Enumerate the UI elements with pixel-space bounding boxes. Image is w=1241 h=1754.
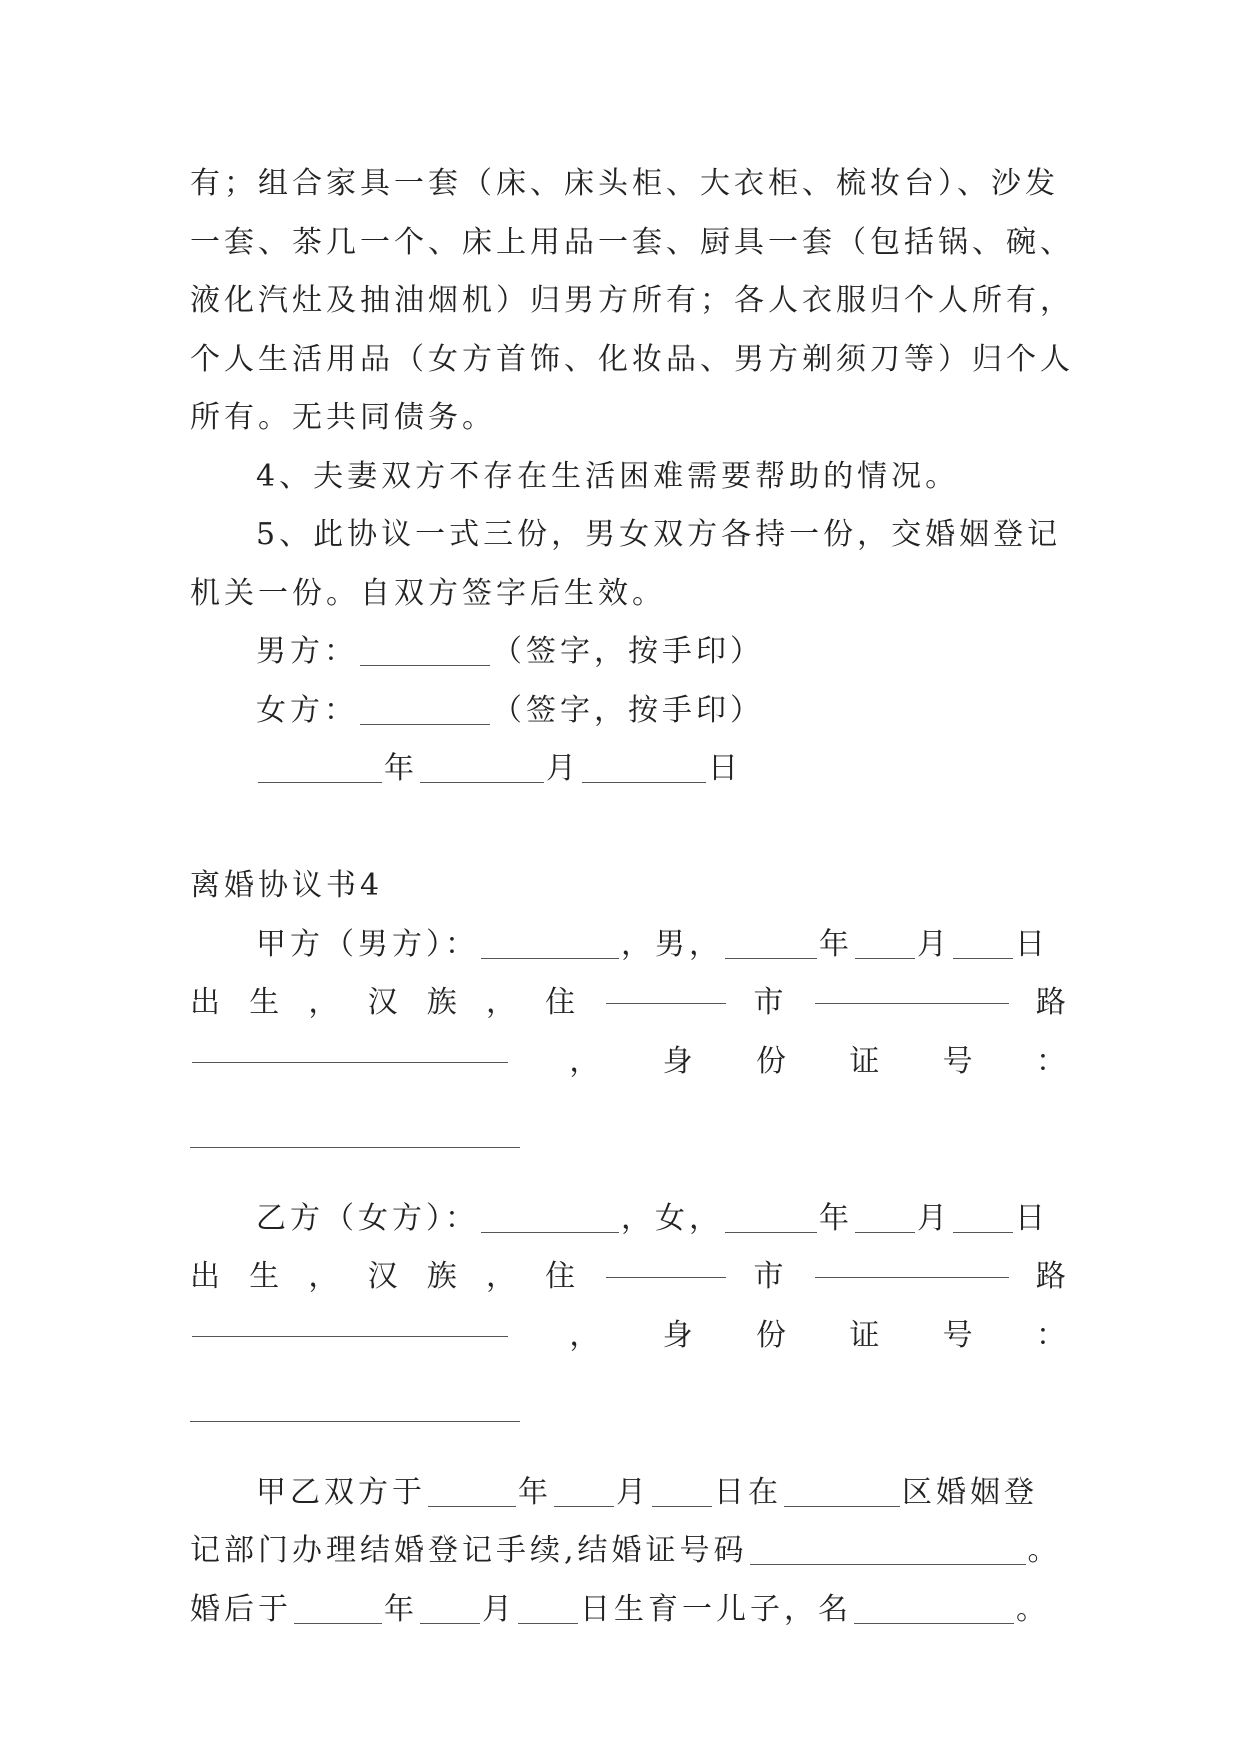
female-signature-line	[190, 682, 1070, 741]
female-signature-blank	[360, 723, 490, 725]
text-line: 所有。无共同债务。	[190, 400, 496, 435]
month-label: 月	[546, 751, 580, 786]
day-label: 日	[708, 751, 742, 786]
char: ，	[485, 1259, 520, 1294]
text-line: 有；组合家具一套（床、床头柜、大衣柜、梳妆台）、沙发	[190, 166, 1059, 201]
month-label: 月	[482, 1591, 516, 1627]
month-blank	[855, 957, 915, 959]
day-label: 日	[1015, 926, 1049, 962]
sign-note: （签字，按手印）	[492, 692, 764, 728]
id-number-blank	[190, 1420, 520, 1422]
month-label: 月	[917, 1200, 951, 1236]
year-blank	[725, 1231, 817, 1233]
month-blank	[420, 1622, 480, 1624]
char: 汉	[367, 985, 402, 1020]
party-b-label: 乙方（女方）：	[256, 1200, 479, 1236]
party-a-address-line	[190, 974, 1070, 1033]
year-blank	[725, 957, 817, 959]
date-line	[190, 740, 1070, 799]
char: ，	[308, 1259, 343, 1294]
year-blank	[294, 1622, 382, 1624]
text: 区婚姻登	[902, 1474, 1038, 1510]
char: 号	[942, 1317, 977, 1353]
party-b-line	[190, 1190, 1070, 1249]
day-blank	[953, 1231, 1013, 1233]
char: ，	[569, 1043, 604, 1079]
char: 族	[426, 1259, 461, 1294]
day-label: 日	[1015, 1200, 1049, 1236]
char: ，	[485, 985, 520, 1020]
text: 婚后于	[190, 1591, 292, 1627]
char: 身	[662, 1043, 697, 1079]
clause-4: 4、夫妻双方不存在生活困难需要帮助的情况。	[256, 458, 960, 494]
year-label: 年	[518, 1474, 552, 1510]
party-b-id-blank-line	[190, 1365, 1070, 1424]
year-label: 年	[819, 926, 853, 962]
road-label: 路	[1035, 1259, 1070, 1294]
text: 甲乙双方于	[256, 1474, 426, 1510]
char: ：	[1035, 1317, 1070, 1353]
year-blank	[428, 1505, 516, 1507]
day-blank	[582, 781, 706, 783]
section-title: 离婚协议书4	[190, 868, 384, 903]
char: 身	[662, 1317, 697, 1353]
road-blank	[815, 1276, 1009, 1278]
name-blank	[481, 957, 619, 959]
certificate-number-blank	[750, 1563, 1026, 1565]
marriage-line-2	[190, 1522, 1070, 1581]
clause-5: 5、此协议一式三份，男女双方各持一份，交婚姻登记	[256, 517, 1062, 552]
char: ，	[569, 1317, 604, 1353]
day-blank	[652, 1505, 712, 1507]
char: 号	[942, 1043, 977, 1079]
text: 日在	[714, 1474, 782, 1510]
road-blank	[815, 1002, 1009, 1004]
male-label: 男方：	[256, 634, 358, 669]
city-label: 市	[753, 985, 788, 1020]
text-line: 液化汽灶及抽油烟机）归男方所有；各人衣服归个人所有，	[190, 283, 1074, 318]
sign-note: （签字，按手印）	[492, 634, 764, 669]
char: 份	[755, 1043, 790, 1079]
month-blank	[420, 781, 544, 783]
char: 住	[545, 985, 580, 1020]
year-label: 年	[384, 1591, 418, 1627]
char: 证	[849, 1317, 884, 1353]
text: 记部门办理结婚登记手续,结婚证号码	[190, 1533, 748, 1568]
char: ，	[308, 985, 343, 1020]
month-label: 月	[616, 1474, 650, 1510]
marriage-line-3	[190, 1581, 1070, 1640]
char: 族	[426, 985, 461, 1020]
district-blank	[784, 1505, 900, 1507]
char: 出	[190, 1259, 224, 1294]
text-line: 一套、茶几一个、床上用品一套、厨具一套（包括锅、碗、	[190, 224, 1074, 260]
day-blank	[953, 957, 1013, 959]
year-label: 年	[819, 1200, 853, 1236]
text-line: 机关一份。自双方签字后生效。	[190, 575, 666, 611]
document-page	[190, 155, 1074, 1639]
char: ：	[1035, 1043, 1070, 1079]
day-blank	[518, 1622, 578, 1624]
party-a-label: 甲方（男方）：	[256, 926, 479, 962]
id-number-blank	[190, 1146, 520, 1148]
char: 生	[249, 1259, 284, 1294]
char: 份	[755, 1317, 790, 1353]
year-blank	[258, 781, 382, 783]
city-label: 市	[753, 1259, 788, 1294]
party-b-address-line	[190, 1248, 1070, 1307]
gender: ，女，	[621, 1200, 723, 1236]
male-signature-line	[190, 623, 1070, 682]
marriage-line-1	[190, 1464, 1070, 1523]
year-label: 年	[384, 751, 418, 786]
text: 。	[1027, 1533, 1062, 1568]
party-a-line	[190, 916, 1070, 975]
male-signature-blank	[360, 664, 490, 666]
char: 汉	[367, 1259, 402, 1294]
char: 出	[190, 985, 224, 1020]
month-blank	[855, 1231, 915, 1233]
city-blank	[606, 1276, 726, 1278]
name-blank	[481, 1231, 619, 1233]
party-b-id-line	[190, 1307, 1070, 1366]
text: 。	[1016, 1591, 1050, 1627]
text: 日生育一儿子，名	[580, 1591, 852, 1627]
month-label: 月	[917, 926, 951, 962]
gender: ，男，	[621, 926, 723, 962]
char: 证	[849, 1043, 884, 1079]
street-blank	[192, 1335, 508, 1337]
party-a-id-blank-line	[190, 1091, 1070, 1150]
month-blank	[554, 1505, 614, 1507]
child-name-blank	[854, 1622, 1014, 1624]
city-blank	[606, 1002, 726, 1004]
female-label: 女方：	[256, 692, 358, 728]
char: 住	[545, 1259, 580, 1294]
party-a-id-line	[190, 1033, 1070, 1092]
char: 生	[249, 985, 284, 1020]
text-line: 个人生活用品（女方首饰、化妆品、男方剃须刀等）归个人	[190, 341, 1074, 377]
road-label: 路	[1035, 985, 1070, 1020]
street-blank	[192, 1061, 508, 1063]
